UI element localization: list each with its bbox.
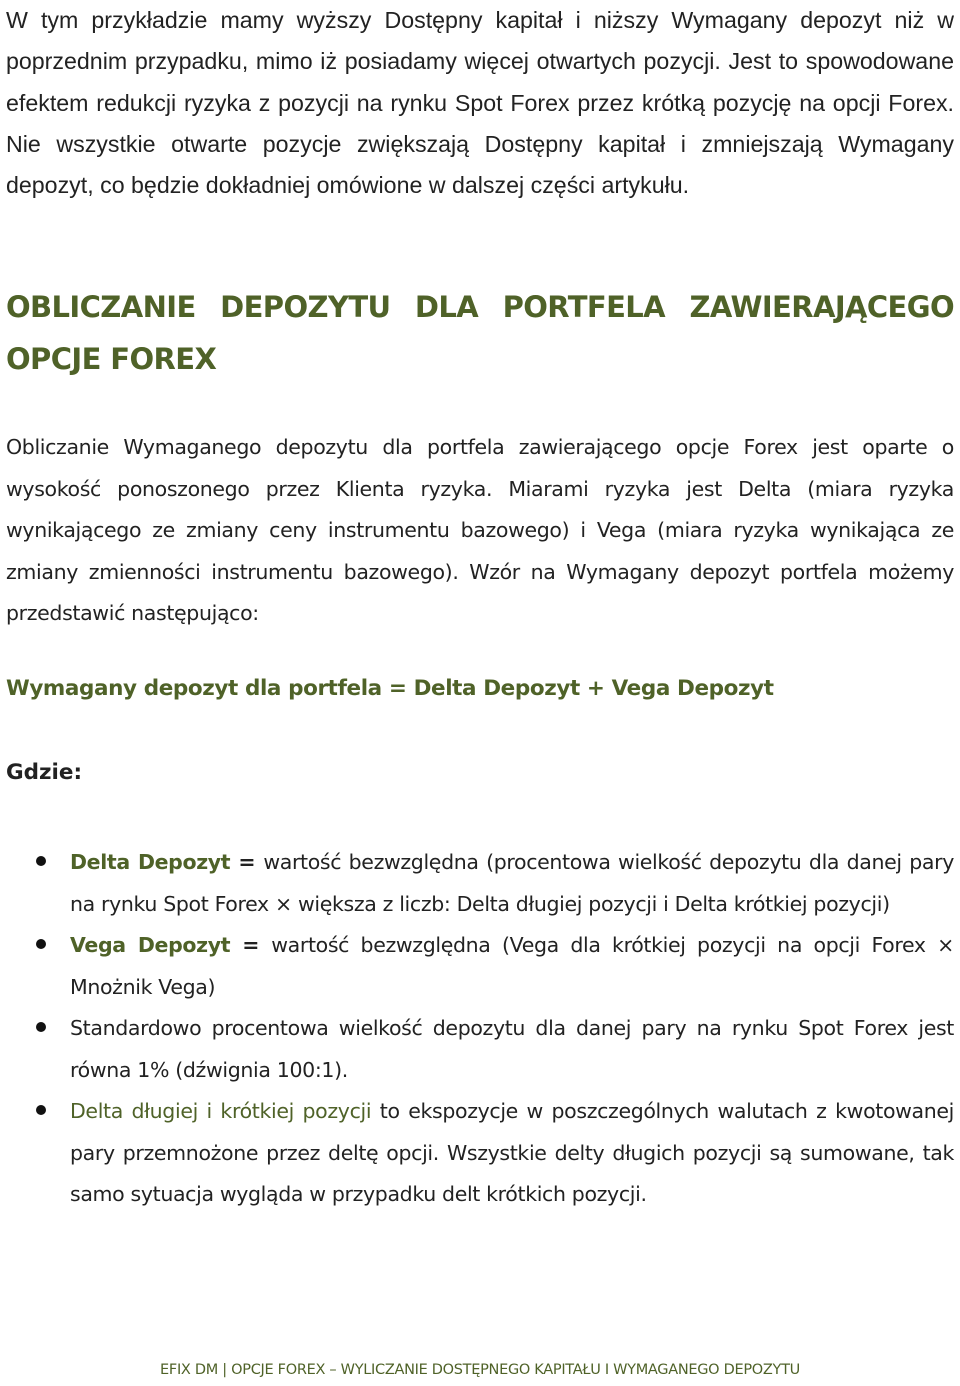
list-item [6,1091,954,1216]
definition-text: wartość bezwzględna (procentowa wielkość depozytu dla danej pary na rynku Spot Forex × większa z liczb: Delta długiej pozycji i Delta krótkiej pozycji) [70,850,954,916]
list-item [6,842,954,925]
bullet-dot-icon [36,856,46,866]
bullet-dot-icon [36,939,46,949]
definition-text: to ekspozycje w poszczególnych walutach z kwotowanej pary przemnożone przez deltę opcji. Wszystkie delty długich pozycji są sumowane, tak samo sytuacja wygląda w przypadku delt krótkich pozycji. [70,1099,955,1206]
intro-paragraph: W tym przykładzie mamy wyższy Dostępny kapitał i niższy Wymagany depozyt niż w poprzednim przypadku, mimo iż posiadamy więcej otwartych pozycji. Jest to spowodowane efektem redukcji ryzyka z pozycji na rynku Spot Forex przez krótką pozycję na opcji Forex. Nie wszystkie otwarte pozycje zwiększają Dostępny kapitał i zmniejszają Wymagany depozyt, co będzie dokładniej omówione w dalszej części artykułu. [6,7,954,199]
term-separator [371,1099,380,1123]
page-footer: EFIX DM | OPCJE FOREX – WYLICZANIE DOSTĘPNEGO KAPITAŁU I WYMAGANEGO DEPOZYTU [160,1362,800,1378]
formula: Wymagany depozyt dla portfela = Delta Depozyt + Vega Depozyt [6,676,774,701]
document-page [6,0,955,1206]
bullet-dot-icon [36,1022,46,1032]
where-label: Gdzie: [6,760,83,785]
term: Delta długiej i krótkiej pozycji [70,1099,372,1123]
term-separator: = [230,850,264,874]
bullet-dot-icon [36,1105,46,1115]
section-heading: OBLICZANIE DEPOZYTU DLA PORTFELA ZAWIERAJĄCEGO OPCJE FOREX [6,290,954,376]
definition-list [6,842,954,1216]
list-item [6,1008,954,1091]
definition-text: Standardowo procentowa wielkość depozytu dla danej pary na rynku Spot Forex jest równa 1% (dźwignia 100:1). [70,1016,954,1082]
definition-text: wartość bezwzględna (Vega dla krótkiej pozycji na opcji Forex × Mnożnik Vega) [70,933,954,999]
body-paragraph: Obliczanie Wymaganego depozytu dla portfela zawierającego opcje Forex jest oparte o wysokość ponoszonego przez Klienta ryzyka. Miarami ryzyka jest Delta (miara ryzyka wynikającego ze zmiany ceny instrumentu bazowego) i Vega (miara ryzyka wynikająca ze zmiany zmienności instrumentu bazowego). Wzór na Wymagany depozyt portfela możemy przedstawić następująco: [6,435,954,625]
term-separator: = [230,933,272,957]
list-item [6,925,954,1008]
term: Vega Depozyt [70,933,231,957]
term: Delta Depozyt [70,850,231,874]
